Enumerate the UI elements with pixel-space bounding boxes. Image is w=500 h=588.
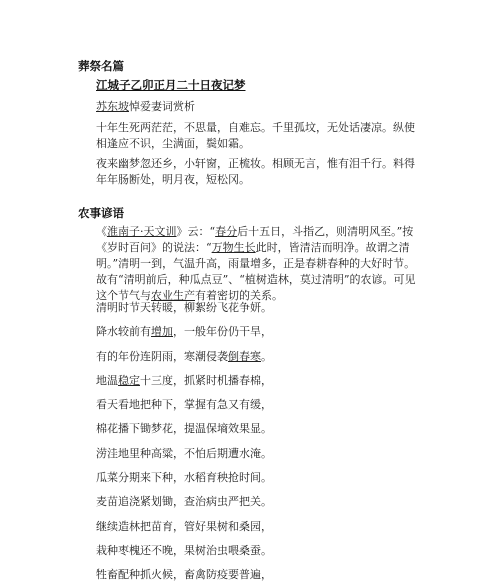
link-zengjia[interactable]: 增加 [151,325,173,339]
verse-line: 瓜菜分期来下种，水稻育秧抢时间。 [96,471,272,485]
verse-line: 牲畜配种抓火候，畜禽防疫要普遍， [96,568,272,582]
verse-line: 清明时节天转暖，柳絮纷飞花争妍。 [96,301,272,314]
verse-line: 麦苗追浇紧划锄，查治病虫严把关。 [96,495,272,509]
verse-text: 。 [261,349,272,363]
author-line [96,98,195,114]
link-huainanzi[interactable]: 淮南子·天文训 [107,225,177,238]
author-suffix: 悼爱妻词赏析 [129,100,195,113]
intro-text: 《 [96,225,107,238]
link-chunfen[interactable]: 春分 [215,225,238,238]
intro-text: 有着密切的关系。 [195,289,283,302]
section-heading-funeral: 葬祭名篇 [78,59,124,73]
intro-text: 》云：“ [176,225,216,238]
intro-text: 后十五日，斗指乙，则清明风至。”按《岁时百问》的说法：“ [96,225,414,254]
poem-title: 江城子乙卯正月二十日夜记梦 [96,78,246,92]
verse-text: ，一般年份仍干旱， [173,325,272,339]
poem-stanza-1: 十年生死两茫茫，不思量，自难忘。千里孤坟，无处话凄凉。纵使相逢应不识，尘满面，鬓如霜。 [96,121,415,150]
verse-line: 棉花播下锄梦花，提温保墒效果显。 [96,422,272,436]
verse-text: 十三度，抓紧时机播春棉， [140,373,272,387]
link-daochunhan[interactable]: 倒春寒 [228,349,261,363]
verse-line [96,345,272,369]
verse-text: 有的年份连阴雨，寒潮侵袭 [96,349,228,363]
verse-line: 栽种枣槐还不晚，果树治虫喂桑蚕。 [96,543,272,557]
poem-stanza-2: 夜来幽梦忽还乡，小轩窗，正梳妆。相顾无言，惟有泪千行。料得年年肠断处，明月夜，短松冈。 [96,157,415,186]
verse-line [96,369,272,393]
intro-text: 此时，皆清洁而明净。故谓之清明。”清明一到，气温升高，雨量增多，正是春耕春种的大好时节。故有“清明前后，种瓜点豆”、“植树造林，莫过清明”的农谚。可见这个节气与 [96,241,416,302]
link-wending[interactable]: 稳定 [118,373,140,387]
verse-line: 涝洼地里种高粱，不怕后期遭水淹。 [96,446,272,460]
verse-text: 地温 [96,373,118,387]
proverb-verses [96,296,272,588]
proverbs-intro [96,224,416,304]
section-heading-proverbs: 农事谚语 [78,206,124,220]
link-nongye[interactable]: 农业生产 [151,289,195,302]
link-wanwu[interactable]: 万物生长 [211,241,256,254]
verse-text: 降水较前有 [96,325,151,339]
verse-line: 继续造林把苗育，管好果树和桑园， [96,519,272,533]
verse-line [96,320,272,344]
author-link[interactable]: 苏东坡 [96,100,129,113]
verse-line: 看天看地把种下，掌握有急又有缓， [96,398,272,412]
